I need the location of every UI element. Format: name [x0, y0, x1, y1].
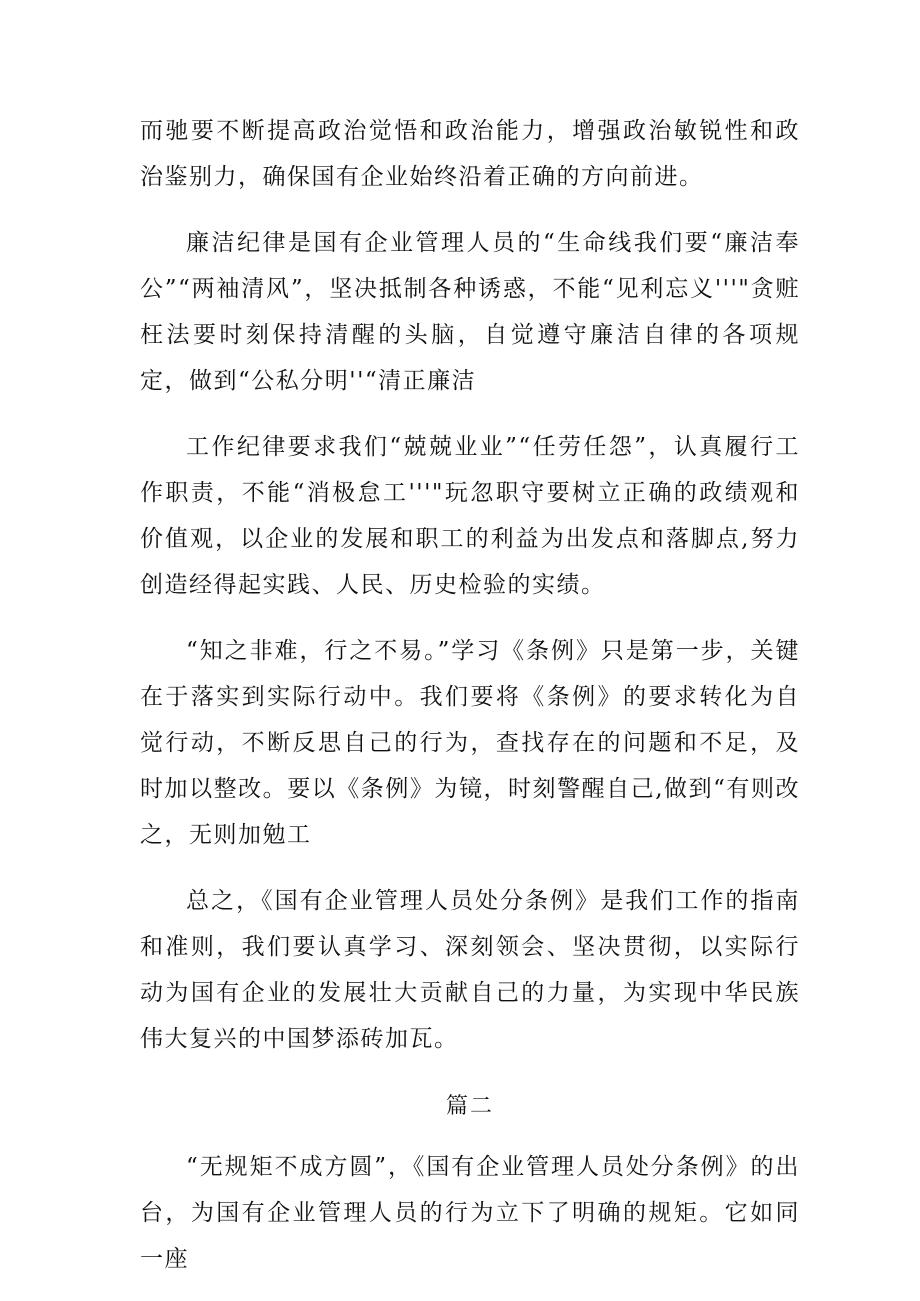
section-heading: 篇二	[445, 1094, 494, 1119]
paragraph-integrity-discipline: 廉洁纪律是国有企业管理人员的“生命线我们要“廉洁奉公”“两袖清风”，坚决抵制各种诱惑，不能“见利忘义'''"贪赃枉法要时刻保持清醒的头脑，自觉遵守廉洁自律的各项规定，做到“公私分明''“清正廉洁	[140, 230, 800, 394]
paragraph-work-discipline: 工作纪律要求我们“兢兢业业”“任劳任怨”，认真履行工作职责，不能“消极怠工'''"玩忽职守要树立正确的政绩观和价值观，以企业的发展和职工的利益为出发点和落脚点,努力创造经得起实践、人民、历史检验的实绩。	[140, 434, 800, 598]
paragraph-section-two-opening: “无规矩不成方圆”，《国有企业管理人员处分条例》的出台，为国有企业管理人员的行为立下了明确的规矩。它如同一座	[140, 1154, 800, 1272]
paragraph-conclusion: 总之，《国有企业管理人员处分条例》是我们工作的指南和准则，我们要认真学习、深刻领会、坚决贯彻，以实际行动为国有企业的发展壮大贡献自己的力量，为实现中华民族伟大复兴的中国梦添砖加瓦。	[140, 888, 800, 1052]
paragraph-knowing-and-doing: “知之非难，行之不易。”学习《条例》只是第一步，关键在于落实到实际行动中。我们要将《条例》的要求转化为自觉行动，不断反思自己的行为，查找存在的问题和不足，及时加以整改。要以《条例》为镜，时刻警醒自己,做到“有则改之，无则加勉工	[140, 638, 800, 848]
paragraph-political-continuation: 而驰要不断提高政治觉悟和政治能力，增强政治敏锐性和政治鉴别力，确保国有企业始终沿着正确的方向前进。	[140, 118, 800, 190]
document-page	[140, 108, 800, 1282]
